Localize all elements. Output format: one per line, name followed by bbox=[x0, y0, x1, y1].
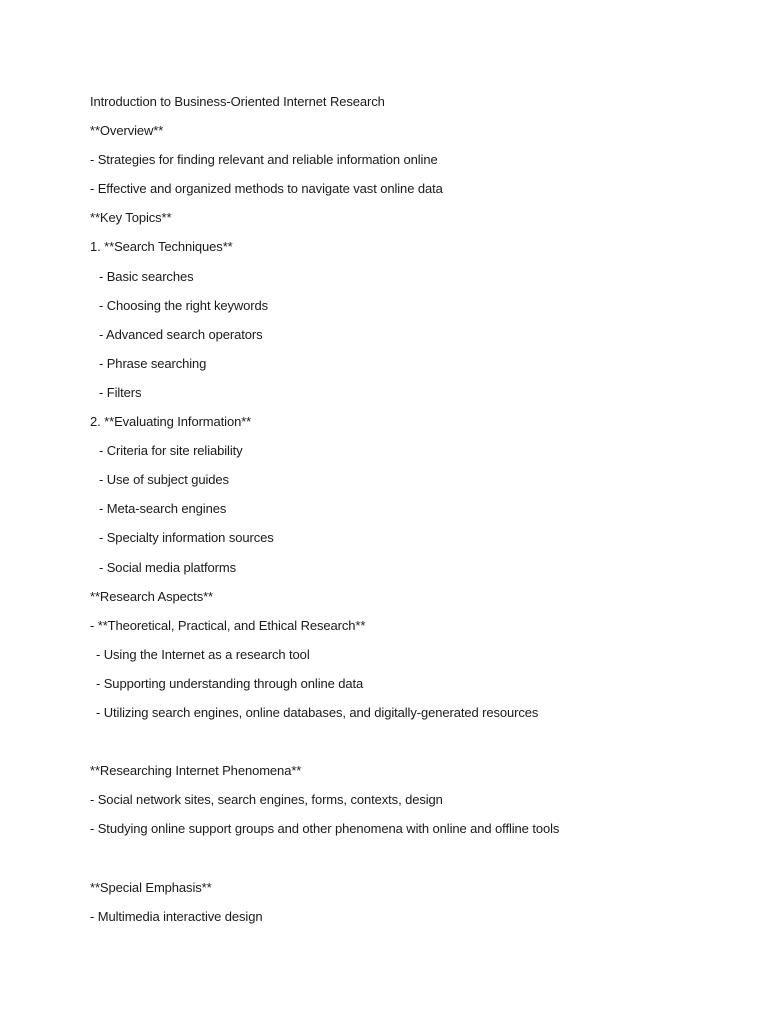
sub-list-item: - Basic searches bbox=[99, 268, 194, 284]
list-item: - Multimedia interactive design bbox=[90, 908, 263, 924]
sub-list-item: - Supporting understanding through online data bbox=[96, 675, 364, 691]
document-title: Introduction to Business-Oriented Internet Research bbox=[90, 94, 385, 109]
blank-line bbox=[90, 732, 750, 761]
numbered-item-search-techniques: 1. **Search Techniques** bbox=[90, 239, 233, 255]
sub-list-item: - Social media platforms bbox=[99, 559, 237, 575]
sub-list-item: - Criteria for site reliability bbox=[99, 443, 243, 459]
list-item: - **Theoretical, Practical, and Ethical Research** bbox=[90, 617, 366, 633]
sub-list-item: - Meta-search engines bbox=[99, 501, 227, 517]
section-heading-overview: **Overview** bbox=[90, 123, 164, 139]
section-heading-researching-internet-phenomena: **Researching Internet Phenomena** bbox=[90, 763, 302, 779]
document-body bbox=[90, 92, 750, 936]
section-heading-special-emphasis: **Special Emphasis** bbox=[90, 879, 212, 895]
numbered-item-evaluating-information: 2. **Evaluating Information** bbox=[90, 414, 252, 430]
list-item: - Social network sites, search engines, forms, contexts, design bbox=[90, 792, 443, 808]
sub-list-item: - Advanced search operators bbox=[99, 326, 263, 342]
sub-list-item: - Filters bbox=[99, 384, 142, 400]
section-heading-key-topics: **Key Topics** bbox=[90, 210, 172, 226]
list-item: - Strategies for finding relevant and reliable information online bbox=[90, 152, 438, 168]
list-item: - Studying online support groups and other phenomena with online and offline tools bbox=[90, 821, 560, 837]
sub-list-item: - Using the Internet as a research tool bbox=[96, 646, 310, 662]
sub-list-item: - Choosing the right keywords bbox=[99, 297, 269, 313]
sub-list-item: - Utilizing search engines, online databases, and digitally-generated resources bbox=[96, 704, 539, 720]
sub-list-item: - Use of subject guides bbox=[99, 472, 229, 488]
section-heading-research-aspects: **Research Aspects** bbox=[90, 588, 214, 604]
list-item: - Effective and organized methods to navigate vast online data bbox=[90, 181, 443, 197]
sub-list-item: - Specialty information sources bbox=[99, 530, 274, 546]
sub-list-item: - Phrase searching bbox=[99, 355, 207, 371]
blank-line bbox=[90, 848, 750, 877]
